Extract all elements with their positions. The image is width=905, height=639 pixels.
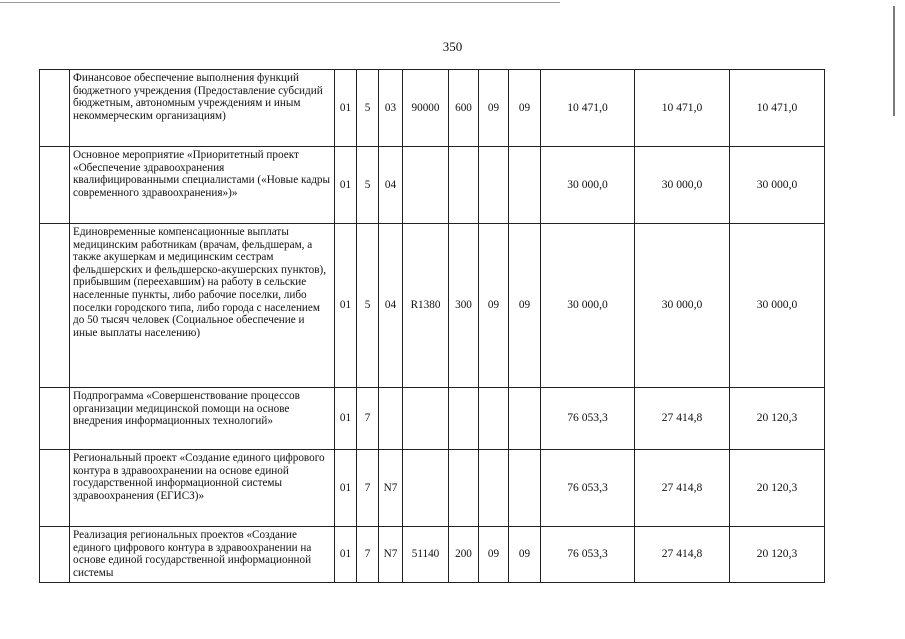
row-name: Единовременные компенсационные выплаты медицинским работникам (врачам, фельдшерам, а также акушеркам и медицинским сестрам фельдшерских и фельдшерско-акушерских пунктов), прибывшим (переехавшим) на работу в сельские населенные пункты, либо рабочие поселки, либо поселки городского типа, либо города с населением до 50 тысяч человек (Социальное обеспечение и иные выплаты населению) <box>70 224 335 388</box>
code-cell: 7 <box>357 450 379 527</box>
code-cell <box>379 388 403 450</box>
code-cell: 03 <box>379 70 403 147</box>
code-cell: 7 <box>357 388 379 450</box>
table-row <box>40 450 825 527</box>
code-cell <box>479 147 509 224</box>
row-name: Реализация региональных проектов «Создание единого цифрового контура в здравоохранении на основе единой государственной информационной системы <box>70 527 335 583</box>
code-cell: 01 <box>335 147 357 224</box>
row-blank-cell <box>40 224 70 388</box>
code-cell: 01 <box>335 527 357 583</box>
amount-cell: 10 471,0 <box>541 70 635 147</box>
amount-cell: 27 414,8 <box>635 450 730 527</box>
amount-cell: 10 471,0 <box>730 70 825 147</box>
code-cell <box>509 147 541 224</box>
scan-right-edge <box>893 6 895 116</box>
code-cell: 01 <box>335 450 357 527</box>
row-name: Подпрограмма «Совершенствование процессов организации медицинской помощи на основе внедрения информационных технологий» <box>70 388 335 450</box>
table-row <box>40 70 825 147</box>
code-cell: 09 <box>509 527 541 583</box>
row-blank-cell <box>40 388 70 450</box>
row-blank-cell <box>40 70 70 147</box>
code-cell: 09 <box>509 224 541 388</box>
code-cell: N7 <box>379 450 403 527</box>
amount-cell: 30 000,0 <box>635 147 730 224</box>
code-cell: 600 <box>449 70 479 147</box>
amount-cell: 76 053,3 <box>541 527 635 583</box>
row-name: Финансовое обеспечение выполнения функций бюджетного учреждения (Предоставление субсидий бюджетным, автономным учреждениям и иным некоммерческим организациям) <box>70 70 335 147</box>
code-cell <box>403 147 449 224</box>
code-cell <box>449 147 479 224</box>
code-cell: N7 <box>379 527 403 583</box>
amount-cell: 76 053,3 <box>541 450 635 527</box>
amount-cell: 30 000,0 <box>541 147 635 224</box>
table-row <box>40 527 825 583</box>
code-cell: 09 <box>479 70 509 147</box>
code-cell: 5 <box>357 70 379 147</box>
amount-cell: 20 120,3 <box>730 527 825 583</box>
code-cell: 09 <box>509 70 541 147</box>
amount-cell: 30 000,0 <box>730 147 825 224</box>
row-blank-cell <box>40 147 70 224</box>
code-cell: 90000 <box>403 70 449 147</box>
amount-cell: 27 414,8 <box>635 527 730 583</box>
scan-top-line <box>0 2 560 3</box>
code-cell: 200 <box>449 527 479 583</box>
code-cell <box>479 450 509 527</box>
code-cell <box>479 388 509 450</box>
amount-cell: 10 471,0 <box>635 70 730 147</box>
amount-cell: 20 120,3 <box>730 450 825 527</box>
code-cell: 7 <box>357 527 379 583</box>
row-blank-cell <box>40 450 70 527</box>
page-number: 350 <box>442 39 463 54</box>
code-cell: 04 <box>379 224 403 388</box>
row-name: Региональный проект «Создание единого цифрового контура в здравоохранении на основе единой государственной информационной системы здравоохранения (ЕГИСЗ)» <box>70 450 335 527</box>
code-cell: 09 <box>479 224 509 388</box>
code-cell: 5 <box>357 147 379 224</box>
amount-cell: 20 120,3 <box>730 388 825 450</box>
code-cell: R1380 <box>403 224 449 388</box>
code-cell: 51140 <box>403 527 449 583</box>
amount-cell: 27 414,8 <box>635 388 730 450</box>
amount-cell: 76 053,3 <box>541 388 635 450</box>
table-row <box>40 388 825 450</box>
code-cell <box>403 388 449 450</box>
table-row <box>40 147 825 224</box>
code-cell <box>403 450 449 527</box>
table-row <box>40 224 825 388</box>
amount-cell: 30 000,0 <box>730 224 825 388</box>
amount-cell: 30 000,0 <box>541 224 635 388</box>
code-cell <box>449 388 479 450</box>
row-name: Основное мероприятие «Приоритетный проект «Обеспечение здравоохранения квалифицированными специалистами («Новые кадры современного здравоохранения»)» <box>70 147 335 224</box>
code-cell <box>509 388 541 450</box>
row-blank-cell <box>40 527 70 583</box>
code-cell: 09 <box>479 527 509 583</box>
code-cell: 300 <box>449 224 479 388</box>
code-cell: 01 <box>335 224 357 388</box>
code-cell: 04 <box>379 147 403 224</box>
code-cell: 01 <box>335 70 357 147</box>
code-cell: 01 <box>335 388 357 450</box>
code-cell: 5 <box>357 224 379 388</box>
amount-cell: 30 000,0 <box>635 224 730 388</box>
budget-table <box>39 69 825 583</box>
code-cell <box>449 450 479 527</box>
code-cell <box>509 450 541 527</box>
